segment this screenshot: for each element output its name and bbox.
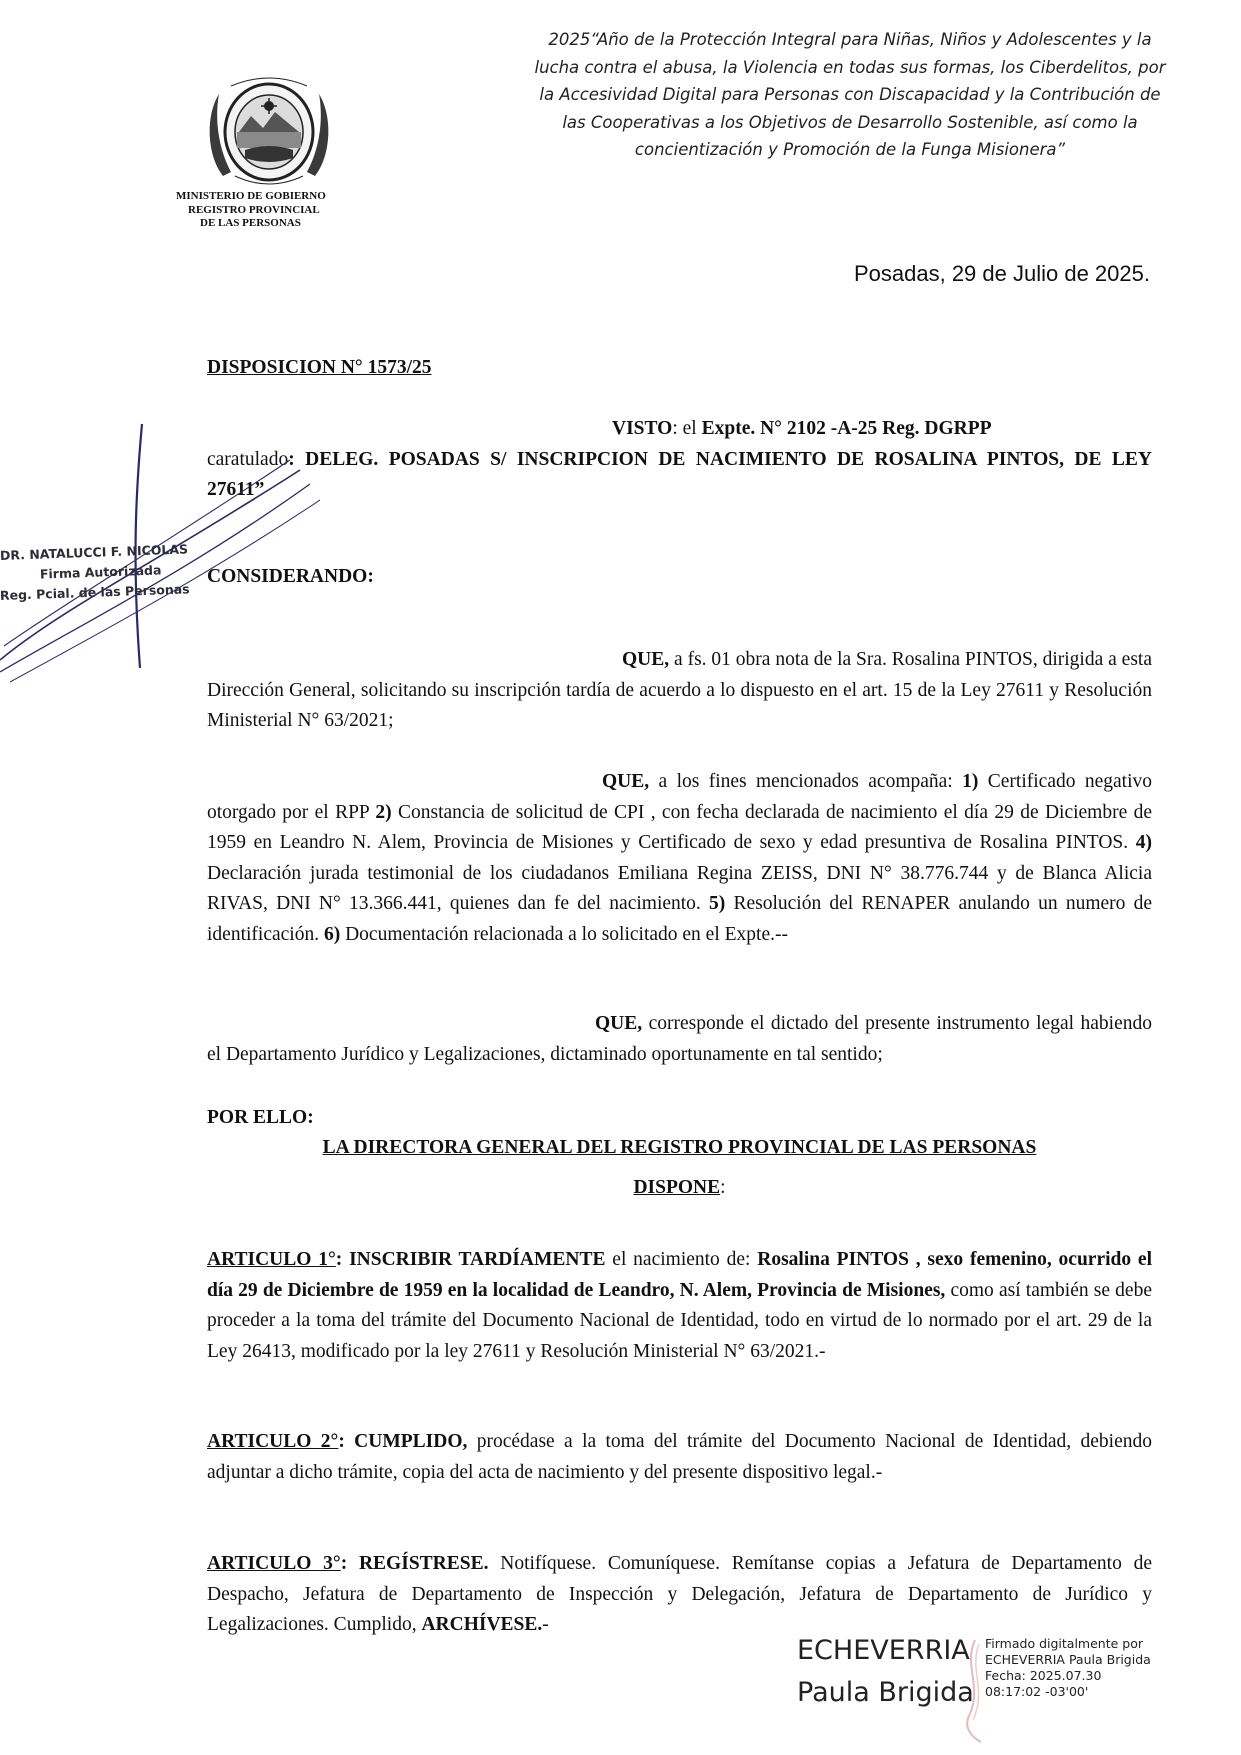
signer-surname: ECHEVERRIA	[797, 1635, 970, 1666]
item-number: 4)	[1135, 832, 1152, 853]
stamp-line: DR. NATALUCCI F. NICOLAS	[0, 541, 189, 563]
article-text: el nacimiento de:	[605, 1249, 758, 1270]
article-bold: REGÍSTRESE.	[347, 1553, 489, 1574]
article-text: -	[542, 1614, 549, 1635]
que-paragraph-1	[207, 645, 1152, 737]
article-text: procédase a la toma del trámite del Documento Nacional de Identidad, debiendo adjuntar a dicho trámite, copia del acta de nacimiento y del presente dispositivo legal.-	[207, 1431, 1152, 1483]
article-colon: :	[340, 1553, 348, 1574]
visto-label: VISTO	[612, 418, 673, 439]
expediente-number: Expte. N° 2102 -A-25 Reg. DGRPP	[701, 418, 992, 439]
signature-info-line: Fecha: 2025.07.30	[985, 1668, 1102, 1683]
motto-line: la Accesividad Digital para Personas con Discapacidad y la Contribución de	[539, 85, 1161, 105]
ministry-line: MINISTERIO DE GOBIERNO	[176, 190, 326, 202]
signer-given-names: Paula Brigida	[797, 1677, 974, 1708]
article-colon: :	[335, 1249, 343, 1270]
item-number: 2)	[375, 801, 392, 823]
signature-info-line: Firmado digitalmente por	[985, 1636, 1143, 1651]
visto-text: : el	[672, 418, 702, 439]
que-text: a fs. 01 obra nota de la Sra. Rosalina PINTOS, dirigida a esta Dirección General, solicitando su inscripción tardía de acuerdo a lo dispuesto en el art. 15 de la Ley 27611 y Resolución Ministerial N° 63/2021;	[207, 649, 1152, 731]
ministry-line: DE LAS PERSONAS	[200, 217, 301, 229]
article-label: ARTICULO 1°	[207, 1249, 336, 1270]
que-label: QUE,	[595, 1013, 643, 1034]
caratulado-label: caratulado	[207, 448, 289, 470]
que-text: Declaración jurada testimonial de los ciudadanos Emiliana Regina ZEISS, DNI N° 38.776.744 y de Blanca Alicia RIVAS, DNI N° 13.366.441, quienes dan fe del nacimiento.	[207, 862, 1152, 914]
visto-paragraph	[207, 414, 1152, 506]
signature-info-line: 08:17:02 -03'00'	[985, 1684, 1089, 1699]
article-3	[207, 1549, 1152, 1641]
document-date: Posadas, 29 de Julio de 2025.	[853, 261, 1150, 286]
que-paragraph-2	[207, 767, 1152, 950]
article-1	[207, 1245, 1152, 1367]
que-text: Certificado negativo otorgado por el RPP	[207, 771, 1153, 823]
dispone-heading	[207, 1173, 1152, 1204]
motto-line: lucha contra el abusa, la Violencia en todas sus formas, los Ciberdelitos, por	[534, 57, 1166, 77]
article-bold: ARCHÍVESE.	[421, 1614, 543, 1635]
article-bold: Rosalina PINTOS , sexo femenino, ocurrido el día 29 de Diciembre de 1959 en la localidad de Leandro, N. Alem, Provincia de Misiones,	[207, 1249, 1152, 1301]
document-title: DISPOSICION N° 1573/25	[207, 357, 432, 378]
que-text: Constancia de solicitud de CPI , con fecha declarada de nacimiento el día 29 de Diciembre de 1959 en Leandro N. Alem, Provincia de Misiones y Certificado de sexo y edad presuntiva de Rosalina PINTOS.	[207, 801, 1152, 853]
article-2	[207, 1427, 1152, 1488]
motto-line: las Cooperativas a los Objetivos de Desarrollo Sostenible, así como la	[562, 112, 1138, 132]
que-label: QUE,	[622, 649, 670, 670]
que-text: a los fines mencionados acompaña:	[649, 771, 963, 792]
dispone-label: DISPONE	[633, 1177, 721, 1198]
header-motto	[515, 26, 1185, 164]
ministry-line: REGISTRO PROVINCIAL	[188, 203, 320, 216]
article-label: ARTICULO 2°	[207, 1431, 339, 1452]
que-label: QUE,	[602, 771, 650, 792]
por-ello-heading: POR ELLO:	[207, 1107, 314, 1128]
item-number: 5)	[709, 893, 726, 914]
article-bold: INSCRIBIR TARDÍAMENTE	[342, 1249, 606, 1270]
considerando-heading: CONSIDERANDO:	[207, 566, 374, 587]
signature-info-line: ECHEVERRIA Paula Brigida	[985, 1652, 1151, 1667]
article-colon: :	[338, 1431, 345, 1452]
digital-signature-info	[985, 1636, 1185, 1700]
motto-line: 2025“Año de la Protección Integral para Niñas, Niños y Adolescentes y la	[548, 30, 1152, 49]
dispone-colon: :	[720, 1177, 726, 1198]
article-text: Notifíquese. Comuníquese. Remítanse copias a Jefatura de Departamento de Despacho, Jefatura de Departamento de Inspección y Delegación, Jefatura de Departamento de Jurídico y Legalizaciones. Cumplido,	[207, 1553, 1152, 1635]
province-seal-logo	[205, 76, 333, 188]
que-text: Documentación relacionada a lo solicitado en el Expte.--	[340, 923, 788, 945]
motto-line: concientización y Promoción de la Funga Misionera”	[634, 140, 1066, 160]
que-text: Resolución del RENAPER anulando un numero de identificación.	[207, 893, 1152, 945]
que-text: corresponde el dictado del presente instrumento legal habiendo el Departamento Jurídico y Legalizaciones, dictaminado oportunamente en tal sentido;	[207, 1013, 1152, 1065]
case-caption: : DELEG. POSADAS S/ INSCRIPCION DE NACIMIENTO DE ROSALINA PINTOS, DE LEY 27611”	[207, 448, 1152, 500]
item-number: 1)	[962, 771, 979, 792]
authorized-signature-stamp	[0, 541, 230, 606]
ministry-block	[176, 190, 366, 231]
que-paragraph-3	[207, 1009, 1152, 1070]
stamp-line: Reg. Pcial. de las Personas	[0, 581, 190, 603]
stamp-line: Firma Autorizada	[39, 562, 162, 582]
article-bold: CUMPLIDO,	[344, 1431, 468, 1452]
article-label: ARTICULO 3°	[207, 1553, 341, 1574]
directora-heading: LA DIRECTORA GENERAL DEL REGISTRO PROVINCIAL DE LAS PERSONAS	[322, 1137, 1037, 1158]
article-text: como así también se debe proceder a la toma del trámite del Documento Nacional de Identidad, todo en virtud de lo normado por el art. 29 de la Ley 26413, modificado por la ley 27611 y Resolución Ministerial N° 63/2021.-	[207, 1279, 1152, 1362]
item-number: 6)	[323, 923, 341, 945]
